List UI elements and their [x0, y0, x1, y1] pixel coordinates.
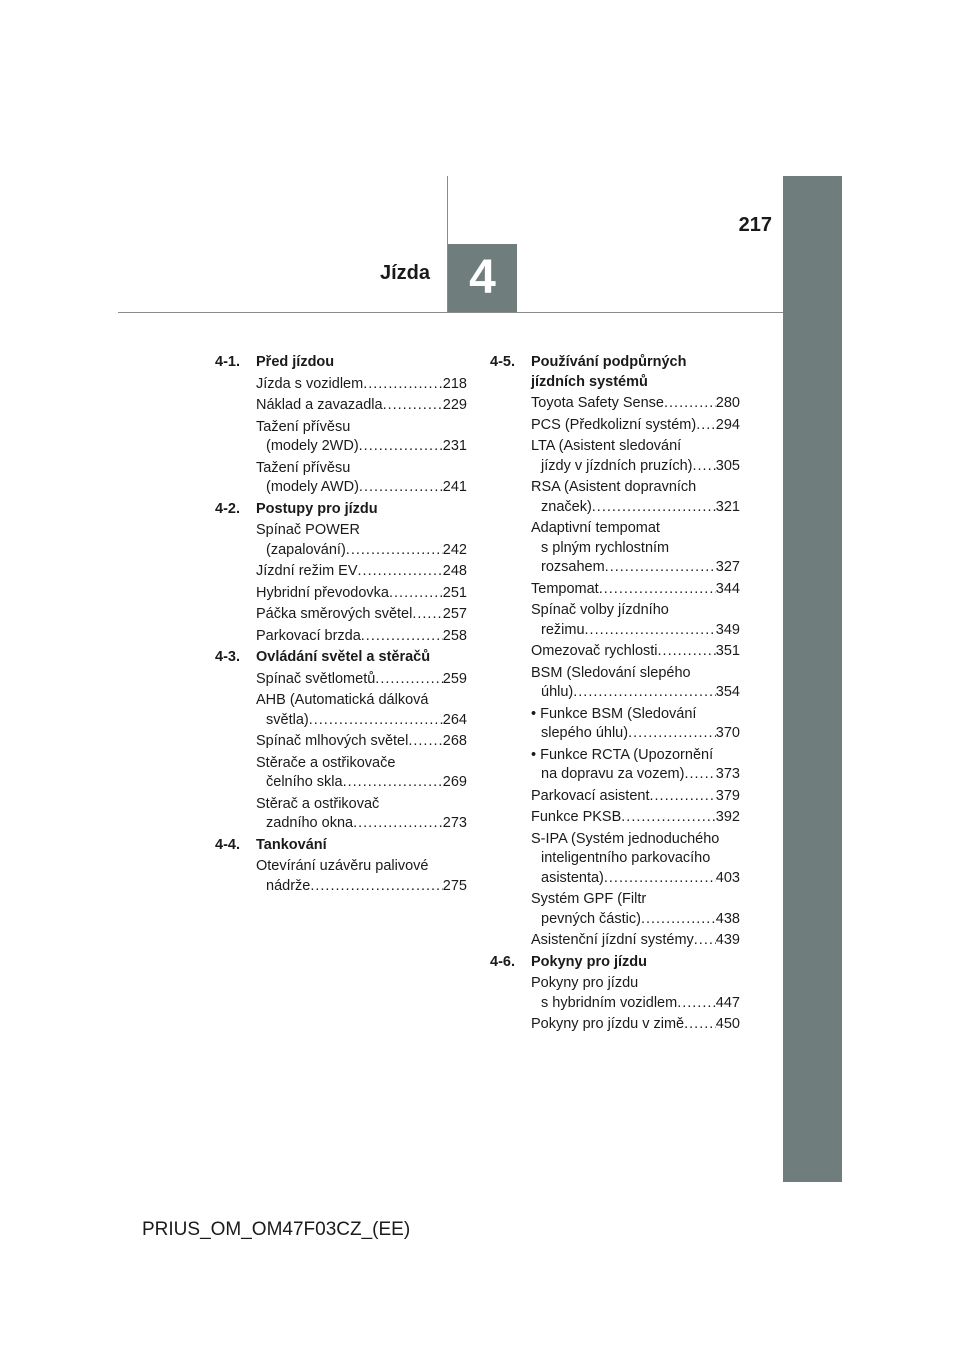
toc-entry[interactable] — [256, 521, 467, 560]
toc-entry-text: • Funkce RCTA (Upozornění — [531, 746, 714, 763]
toc-leader-dots — [684, 765, 715, 785]
toc-leader-dots — [599, 580, 716, 600]
toc-leader-dots — [363, 375, 443, 395]
toc-entry-text: RSA (Asistent dopravních — [531, 479, 697, 495]
toc-entry-line — [256, 754, 467, 774]
chapter-number-box: 4 — [448, 244, 517, 312]
toc-entry-line — [256, 773, 467, 793]
toc-entry-text: Adaptivní tempomat — [531, 520, 660, 536]
toc-entry-line — [256, 541, 467, 561]
toc-page-number: 259 — [442, 670, 467, 687]
toc-page-number: 258 — [442, 627, 467, 644]
toc-page-number: 305 — [715, 457, 740, 474]
toc-entry-line — [256, 711, 467, 731]
toc-entry-line — [531, 498, 740, 518]
chapter-title: Jízda — [379, 262, 430, 284]
toc-leader-dots — [664, 394, 716, 414]
toc-entry-line — [256, 418, 467, 438]
toc-entry-line — [256, 814, 467, 834]
toc-entry-line — [531, 683, 740, 703]
toc-entry-text: značek) — [541, 498, 592, 515]
section-title: Před jízdou — [256, 354, 335, 370]
toc-entry-line — [531, 416, 740, 436]
toc-page-number: 269 — [442, 774, 467, 790]
toc-entry-text: Jízdní režim EV — [256, 563, 358, 579]
toc-entry-line — [531, 519, 740, 539]
toc-entry-text: Stěrače a ostřikovače — [256, 754, 396, 771]
toc-entry-text: s plným rychlostním — [541, 539, 670, 556]
toc-entry-text: rozsahem — [541, 559, 605, 575]
toc-leader-dots — [343, 773, 443, 793]
toc-entry[interactable] — [256, 584, 467, 604]
toc-entry-text: Spínač POWER — [256, 522, 360, 538]
toc-leader-dots — [677, 994, 716, 1014]
toc-section — [215, 353, 467, 498]
toc-entry-line — [531, 746, 740, 766]
toc-entry[interactable] — [531, 478, 740, 517]
toc-leader-dots — [412, 605, 442, 625]
toc-leader-dots — [359, 437, 443, 457]
toc-entry-line — [531, 808, 740, 828]
toc-entry[interactable] — [256, 375, 467, 395]
toc-entry-text: Parkovací brzda — [256, 627, 361, 644]
toc-entry[interactable] — [256, 562, 467, 582]
toc-entry-text: světla) — [266, 711, 309, 728]
toc-entry-line — [256, 670, 467, 690]
chapter-side-tab — [783, 176, 842, 1182]
toc-page-number: 392 — [715, 809, 740, 825]
section-number: 4-1. — [215, 354, 240, 370]
toc-entry-text: Spínač volby jízdního — [531, 602, 669, 618]
toc-leader-dots — [604, 869, 716, 889]
toc-entry-line — [531, 642, 740, 662]
toc-entry-text: jízdy v jízdních pruzích) — [541, 457, 693, 474]
toc-leader-dots — [408, 732, 442, 752]
toc-page-number: 439 — [715, 932, 740, 948]
toc-section — [215, 836, 467, 897]
toc-entry-line — [531, 849, 740, 869]
header-horizontal-rule — [118, 312, 783, 313]
toc-entry-line — [256, 877, 467, 897]
page-number: 217 — [738, 214, 772, 236]
toc-page-number: 231 — [442, 438, 467, 454]
toc-entry-text: úhlu) — [541, 684, 574, 700]
toc-entry-line — [531, 705, 740, 725]
toc-entry[interactable] — [531, 664, 740, 703]
toc-entry-text: nádrže — [266, 877, 311, 894]
toc-entry-text: S-IPA (Systém jednoduchého — [531, 830, 720, 847]
toc-entry-line — [531, 580, 740, 600]
toc-page-number: 450 — [715, 1016, 740, 1032]
toc-page-number: 379 — [715, 787, 740, 804]
toc-leader-dots — [621, 808, 716, 828]
toc-entry-text: Tažení přívěsu — [256, 459, 351, 476]
toc-entry-text: BSM (Sledování slepého — [531, 664, 691, 681]
toc-entry-line — [256, 521, 467, 541]
toc-entry[interactable] — [256, 732, 467, 752]
toc-leader-dots — [310, 877, 442, 897]
toc-entry-text: zadního okna — [266, 815, 354, 831]
toc-entry-text: LTA (Asistent sledování — [531, 438, 682, 454]
toc-entry[interactable] — [256, 605, 467, 625]
toc-leader-dots — [641, 910, 716, 930]
toc-leader-dots — [693, 457, 716, 477]
toc-page-number: 344 — [715, 580, 740, 597]
toc-entry[interactable] — [531, 642, 740, 662]
toc-entry-text: Toyota Safety Sense — [531, 395, 664, 411]
toc-entry-line — [531, 910, 740, 930]
toc-entry[interactable] — [531, 974, 740, 1013]
toc-page-number: 268 — [442, 733, 467, 749]
toc-entry-text: Páčka směrových světel — [256, 606, 413, 622]
toc-entry-text: slepého úhlu) — [541, 725, 629, 741]
toc-entry-line — [531, 724, 740, 744]
toc-entry[interactable] — [256, 418, 467, 457]
toc-entry-line — [256, 795, 467, 815]
toc-entry-text: režimu — [541, 621, 585, 638]
toc-entry[interactable] — [256, 627, 467, 647]
toc-page-number: 242 — [442, 541, 467, 558]
section-number: 4-3. — [215, 649, 240, 665]
toc-entry[interactable] — [256, 857, 467, 896]
toc-entry[interactable] — [256, 691, 467, 730]
toc-page-number: 264 — [442, 711, 467, 728]
toc-entry[interactable] — [531, 437, 740, 476]
toc-entry-text: Náklad a zavazadla — [256, 397, 383, 413]
toc-page-number: 257 — [442, 606, 467, 622]
toc-column-left — [215, 353, 467, 898]
toc-entry-text: Tažení přívěsu — [256, 418, 351, 435]
toc-entry[interactable] — [531, 830, 740, 889]
section-number: 4-5. — [490, 354, 515, 370]
toc-entry-text: Omezovač rychlosti — [531, 643, 658, 659]
toc-entry-text: Systém GPF (Filtr — [531, 891, 647, 907]
toc-entry[interactable] — [256, 670, 467, 690]
toc-page-number: 275 — [442, 877, 467, 894]
toc-entry-line — [256, 584, 467, 604]
toc-page-number: 273 — [442, 815, 467, 831]
document-id: PRIUS_OM_OM47F03CZ_(EE) — [142, 1219, 411, 1240]
toc-entry-text: čelního skla — [266, 774, 343, 790]
toc-entry-text: Pokyny pro jízdu — [531, 975, 639, 991]
toc-page-number: 327 — [715, 559, 740, 575]
toc-entry-line — [531, 1015, 740, 1035]
toc-entry-text: Pokyny pro jízdu v zimě — [531, 1016, 685, 1032]
section-number: 4-4. — [215, 836, 240, 853]
toc-entry[interactable] — [531, 601, 740, 640]
toc-page-number: 229 — [442, 397, 467, 413]
toc-page-number: 351 — [715, 643, 740, 659]
toc-entry-text: inteligentního parkovacího — [541, 850, 711, 866]
toc-entry-text: • Funkce BSM (Sledování — [531, 705, 697, 722]
toc-leader-dots — [389, 584, 443, 604]
toc-leader-dots — [628, 724, 716, 744]
toc-entry[interactable] — [531, 890, 740, 929]
toc-entry-text: Asistenční jízdní systémy — [531, 932, 694, 948]
toc-leader-dots — [585, 621, 716, 641]
toc-page-number: 280 — [715, 395, 740, 411]
toc-page-number: 370 — [715, 725, 740, 741]
toc-entry-line — [531, 539, 740, 559]
toc-leader-dots — [375, 670, 443, 690]
toc-entry[interactable] — [531, 394, 740, 414]
toc-entry[interactable] — [531, 580, 740, 600]
toc-entry-line — [256, 478, 467, 498]
toc-page-number: 438 — [715, 910, 740, 927]
toc-entry-line — [256, 857, 467, 877]
toc-leader-dots — [696, 416, 716, 436]
toc-leader-dots — [592, 498, 716, 518]
toc-entry-line — [531, 394, 740, 414]
toc-column-right — [490, 353, 740, 1037]
toc-entry-line — [531, 974, 740, 994]
toc-page-number: 354 — [715, 684, 740, 700]
toc-leader-dots — [361, 627, 443, 647]
toc-leader-dots — [573, 683, 716, 703]
toc-entry[interactable] — [531, 931, 740, 951]
toc-leader-dots — [605, 558, 716, 578]
toc-entry-line — [531, 601, 740, 621]
section-number: 4-2. — [215, 500, 240, 517]
section-number: 4-6. — [490, 953, 515, 970]
toc-entry-text: Funkce PKSB — [531, 809, 622, 825]
toc-entry-line — [531, 994, 740, 1014]
toc-entry-text: Otevírání uzávěru palivové — [256, 858, 429, 874]
toc-entry[interactable] — [256, 754, 467, 793]
toc-entry[interactable] — [531, 746, 740, 785]
toc-entry-line — [256, 562, 467, 582]
toc-entry[interactable] — [531, 1015, 740, 1035]
toc-entry-line — [531, 830, 740, 850]
toc-entry[interactable] — [531, 519, 740, 578]
toc-leader-dots — [684, 1015, 716, 1035]
section-title: Tankování — [256, 836, 327, 853]
toc-entry-text: Hybridní převodovka — [256, 584, 389, 601]
toc-entry[interactable] — [531, 705, 740, 744]
toc-leader-dots — [358, 562, 443, 582]
toc-entry-text: Parkovací asistent — [531, 787, 650, 804]
toc-entry-text: Tempomat — [531, 580, 599, 597]
section-title: Používání podpůrných jízdních systémů — [531, 354, 687, 390]
toc-entry-text: (modely AWD) — [266, 479, 359, 495]
toc-section — [490, 353, 740, 951]
toc-page-number: 294 — [715, 416, 740, 433]
toc-page-number: 218 — [442, 375, 467, 392]
toc-entry[interactable] — [531, 416, 740, 436]
toc-entry-line — [256, 732, 467, 752]
toc-entry[interactable] — [256, 795, 467, 834]
toc-page-number: 373 — [715, 766, 740, 782]
toc-entry-line — [256, 375, 467, 395]
toc-entry-line — [531, 787, 740, 807]
toc-entry-text: Spínač mlhových světel — [256, 733, 409, 749]
toc-entry-line — [256, 627, 467, 647]
toc-entry-line — [531, 931, 740, 951]
toc-section — [490, 953, 740, 1035]
toc-leader-dots — [359, 478, 443, 498]
toc-entry[interactable] — [256, 396, 467, 416]
toc-entry-line — [531, 457, 740, 477]
toc-entry-line — [256, 691, 467, 711]
section-title: Ovládání světel a stěračů — [256, 649, 431, 665]
toc-entry-line — [256, 605, 467, 625]
toc-entry-text: Spínač světlometů — [256, 670, 376, 687]
toc-entry-text: Jízda s vozidlem — [256, 375, 364, 392]
toc-entry[interactable] — [256, 459, 467, 498]
toc-entry-line — [531, 765, 740, 785]
toc-leader-dots — [353, 814, 443, 834]
toc-leader-dots — [383, 396, 443, 416]
toc-page-number: 321 — [715, 498, 740, 515]
toc-entry-line — [531, 437, 740, 457]
toc-entry-text: Stěrač a ostřikovač — [256, 795, 380, 812]
section-title: Postupy pro jízdu — [256, 500, 378, 517]
toc-leader-dots — [309, 711, 443, 731]
toc-entry-text: (modely 2WD) — [266, 438, 359, 454]
toc-leader-dots — [658, 642, 716, 662]
toc-entry-text: PCS (Předkolizní systém) — [531, 416, 697, 433]
toc-page-number: 447 — [715, 994, 740, 1011]
toc-entry-text: (zapalování) — [266, 541, 346, 558]
toc-entry-line — [531, 890, 740, 910]
toc-entry-text: s hybridním vozidlem — [541, 994, 678, 1011]
toc-entry-text: asistenta) — [541, 869, 604, 886]
toc-page-number: 251 — [442, 584, 467, 601]
toc-entry-line — [256, 459, 467, 479]
toc-entry-line — [531, 478, 740, 498]
toc-entry[interactable] — [531, 808, 740, 828]
section-title: Pokyny pro jízdu — [531, 953, 648, 970]
toc-section — [215, 500, 467, 647]
toc-entry-text: na dopravu za vozem) — [541, 766, 685, 782]
toc-page-number: 241 — [442, 479, 467, 495]
toc-leader-dots — [346, 541, 443, 561]
toc-entry-text: pevných částic) — [541, 910, 641, 927]
toc-entry[interactable] — [531, 787, 740, 807]
toc-page-number: 403 — [715, 869, 740, 886]
toc-page-number: 248 — [442, 563, 467, 579]
toc-entry-line — [256, 437, 467, 457]
toc-page-number: 349 — [715, 621, 740, 638]
toc-entry-line — [531, 869, 740, 889]
toc-section — [215, 648, 467, 834]
toc-entry-line — [531, 621, 740, 641]
toc-leader-dots — [694, 931, 716, 951]
toc-entry-text: AHB (Automatická dálková — [256, 692, 429, 708]
toc-entry-line — [531, 664, 740, 684]
toc-entry-line — [256, 396, 467, 416]
toc-entry-line — [531, 558, 740, 578]
toc-leader-dots — [649, 787, 715, 807]
